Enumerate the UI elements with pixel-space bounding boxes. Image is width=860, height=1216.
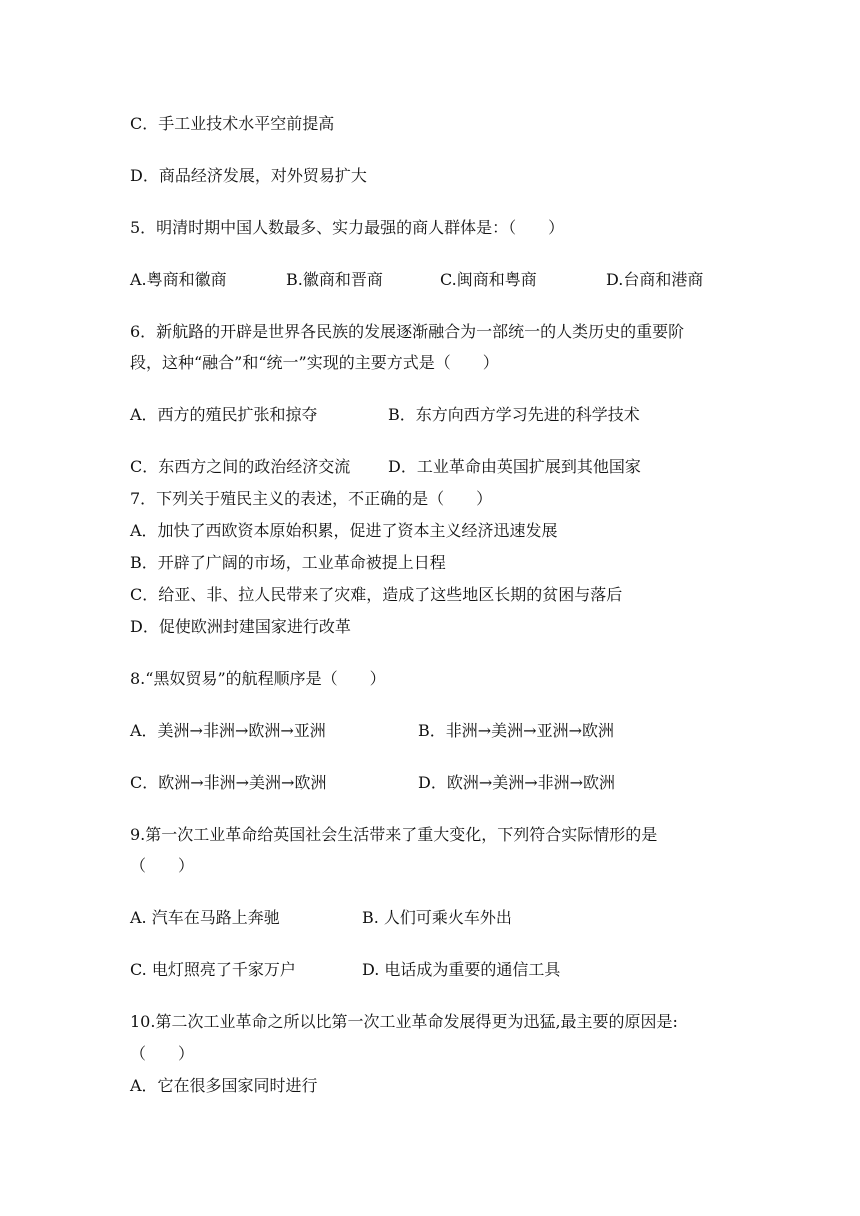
q6-option-b: B．东方向西方学习先进的科学技术 — [388, 405, 640, 424]
q7-option-b: B．开辟了广阔的市场，工业革命被提上日程 — [130, 553, 446, 572]
q6-stem-line2: 段，这种“融合”和“统一”实现的主要方式是（ ） — [130, 353, 499, 372]
q9-option-a: A. 汽车在马路上奔驰 — [130, 908, 280, 927]
q7-stem: 7．下列关于殖民主义的表述，不正确的是（ ） — [130, 489, 493, 508]
q5-option-b: B.徽商和晋商 — [286, 270, 383, 289]
q4-option-d: D．商品经济发展，对外贸易扩大 — [130, 166, 367, 185]
q8-option-d: D．欧洲→美洲→非洲→欧洲 — [418, 773, 616, 792]
q8-option-b: B．非洲→美洲→亚洲→欧洲 — [418, 721, 614, 740]
q10-stem-line1: 10.第二次工业革命之所以比第一次工业革命发展得更为迅猛,最主要的原因是: — [130, 1012, 678, 1031]
q7-option-d: D．促使欧洲封建国家进行改革 — [130, 617, 351, 636]
q9-stem-line1: 9.第一次工业革命给英国社会生活带来了重大变化，下列符合实际情形的是 — [130, 825, 658, 844]
q6-option-c: C．东西方之间的政治经济交流 — [130, 457, 351, 476]
q6-option-a: A．西方的殖民扩张和掠夺 — [130, 405, 318, 424]
q6-stem-line1: 6．新航路的开辟是世界各民族的发展逐渐融合为一部统一的人类历史的重要阶 — [130, 322, 685, 341]
q8-option-a: A．美洲→非洲→欧洲→亚洲 — [130, 721, 326, 740]
q9-stem-line2: （ ） — [130, 856, 195, 875]
q5-option-a: A.粤商和徽商 — [130, 270, 227, 289]
q8-option-c: C．欧洲→非洲→美洲→欧洲 — [130, 773, 327, 792]
q9-option-c: C. 电灯照亮了千家万户 — [130, 960, 296, 979]
q10-option-a: A．它在很多国家同时进行 — [130, 1076, 318, 1095]
q7-option-c: C．给亚、非、拉人民带来了灾难，造成了这些地区长期的贫困与落后 — [130, 585, 623, 604]
q6-option-d: D．工业革命由英国扩展到其他国家 — [388, 457, 641, 476]
q9-option-d: D. 电话成为重要的通信工具 — [362, 960, 561, 979]
q7-option-a: A．加快了西欧资本原始积累，促进了资本主义经济迅速发展 — [130, 521, 558, 540]
q8-stem: 8.“黑奴贸易”的航程顺序是（ ） — [130, 669, 386, 688]
q5-option-d: D.台商和港商 — [606, 270, 704, 289]
q4-option-c: C．手工业技术水平空前提高 — [130, 114, 335, 133]
q5-stem: 5．明清时期中国人数最多、实力最强的商人群体是：（ ） — [130, 218, 565, 237]
q9-option-b: B. 人们可乘火车外出 — [362, 908, 512, 927]
q10-stem-line2: （ ） — [130, 1044, 195, 1063]
q5-option-c: C.闽商和粤商 — [440, 270, 537, 289]
